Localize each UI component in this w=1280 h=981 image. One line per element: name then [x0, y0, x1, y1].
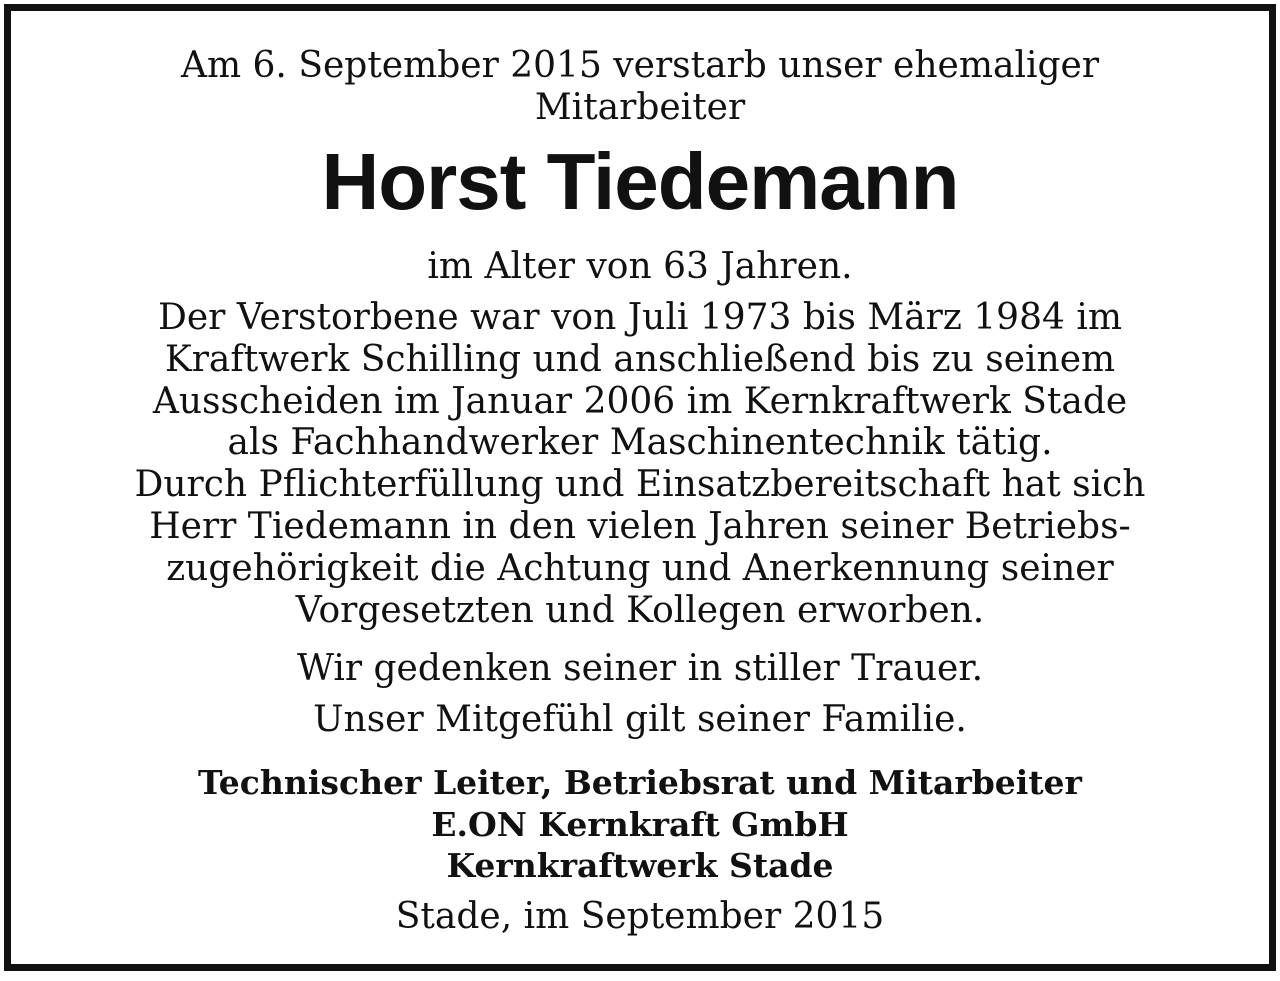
bio-line: Herr Tiedemann in den vielen Jahren seiner Betriebs- [149, 505, 1131, 547]
bio-line: Durch Pflichterfüllung und Einsatzbereitschaft hat sich [134, 464, 1146, 506]
age-text: im Alter von 63 Jahren. [427, 246, 853, 287]
intro-line: Am 6. September 2015 verstarb unser ehemaliger [180, 45, 1100, 86]
bio-line: Kraftwerk Schilling und anschließend bis zu seinem [164, 338, 1116, 380]
bio-line: Der Verstorbene war von Juli 1973 bis März 1984 im [158, 297, 1122, 338]
signature-block [11, 762, 1269, 887]
mourning-text: Wir gedenken seiner in stiller Trauer. [296, 648, 984, 689]
intro-line: Mitarbeiter [534, 87, 746, 128]
bio-line: Vorgesetzten und Kollegen erworben. [295, 589, 985, 631]
bio-line: Ausscheiden im Januar 2006 im Kernkraftwerk Stade [152, 380, 1128, 422]
intro-text [11, 45, 1269, 129]
signature-line: E.ON Kernkraft GmbH [431, 804, 849, 844]
deceased-name: Horst Tiedemann [321, 137, 959, 226]
signature-line: Technischer Leiter, Betriebsrat und Mitarbeiter [198, 763, 1082, 802]
biography-text [11, 297, 1269, 631]
sympathy-text: Unser Mitgefühl gilt seiner Familie. [313, 699, 967, 740]
bio-line: als Fachhandwerker Maschinentechnik tätig. [227, 422, 1053, 464]
bio-line: zugehörigkeit die Achtung und Anerkennung seiner [166, 547, 1114, 589]
place-date: Stade, im September 2015 [395, 896, 885, 937]
signature-line: Kernkraftwerk Stade [446, 846, 834, 885]
obituary-frame [4, 4, 1276, 971]
